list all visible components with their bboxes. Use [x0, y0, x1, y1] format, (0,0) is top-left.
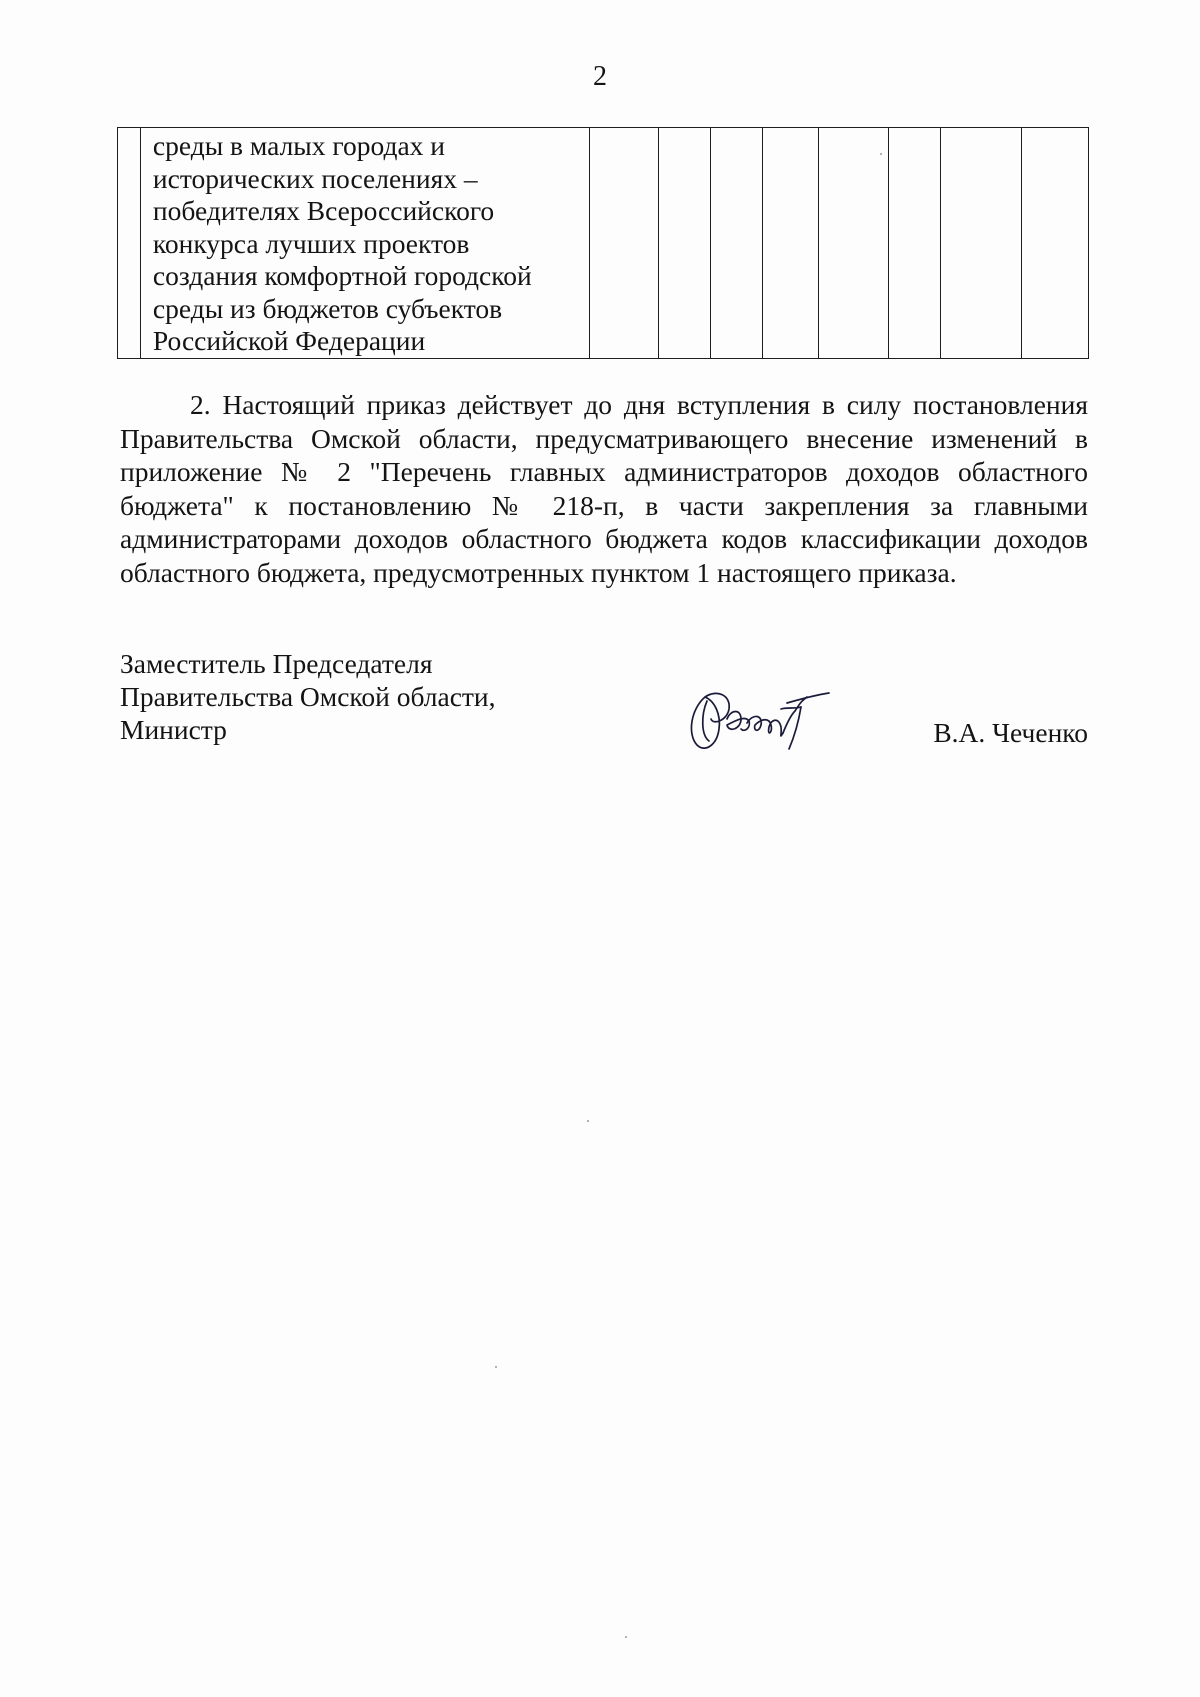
table-cell: [590, 128, 659, 359]
table-cell: [819, 128, 889, 359]
table-cell-description: среды в малых городах и исторических поселениях – победителях Всероссийского конкурса лучших проектов создания комфортной городской среды из бюджетов субъектов Российской Федерации: [140, 128, 589, 359]
scan-speck: [880, 153, 882, 155]
scan-speck: [495, 1366, 497, 1368]
handwritten-signature: [683, 679, 833, 759]
scan-speck: [625, 1636, 627, 1638]
signature-block: [120, 647, 1088, 757]
table-cell: [711, 128, 762, 359]
signatory-title-line: Правительства Омской области,: [120, 681, 496, 712]
table-cell: [940, 128, 1022, 359]
body-paragraph: 2. Настоящий приказ действует до дня вступления в силу постановления Правительства Омской области, предусматривающего внесение изменений в приложение № 2 "Перечень главных администраторов доходов областного бюджета" к постановлению № 218-п, в части закрепления за главными администраторами доходов областного бюджета кодов классификации доходов областного бюджета, предусмотренных пунктом 1 настоящего приказа.: [120, 389, 1088, 588]
signatory-title: [120, 647, 496, 746]
table-cell: [762, 128, 819, 359]
table-cell: [889, 128, 940, 359]
budget-table: [117, 127, 1089, 359]
table-cell: [1022, 128, 1089, 359]
signatory-name: В.А. Чеченко: [933, 717, 1088, 748]
table-row: [118, 128, 1089, 359]
page-number: 2: [593, 61, 607, 92]
signatory-title-line: Заместитель Председателя: [120, 648, 433, 679]
table-cell: [118, 128, 141, 359]
table-cell: [659, 128, 711, 359]
signatory-title-line: Министр: [120, 714, 227, 745]
scan-speck: [587, 1120, 589, 1122]
